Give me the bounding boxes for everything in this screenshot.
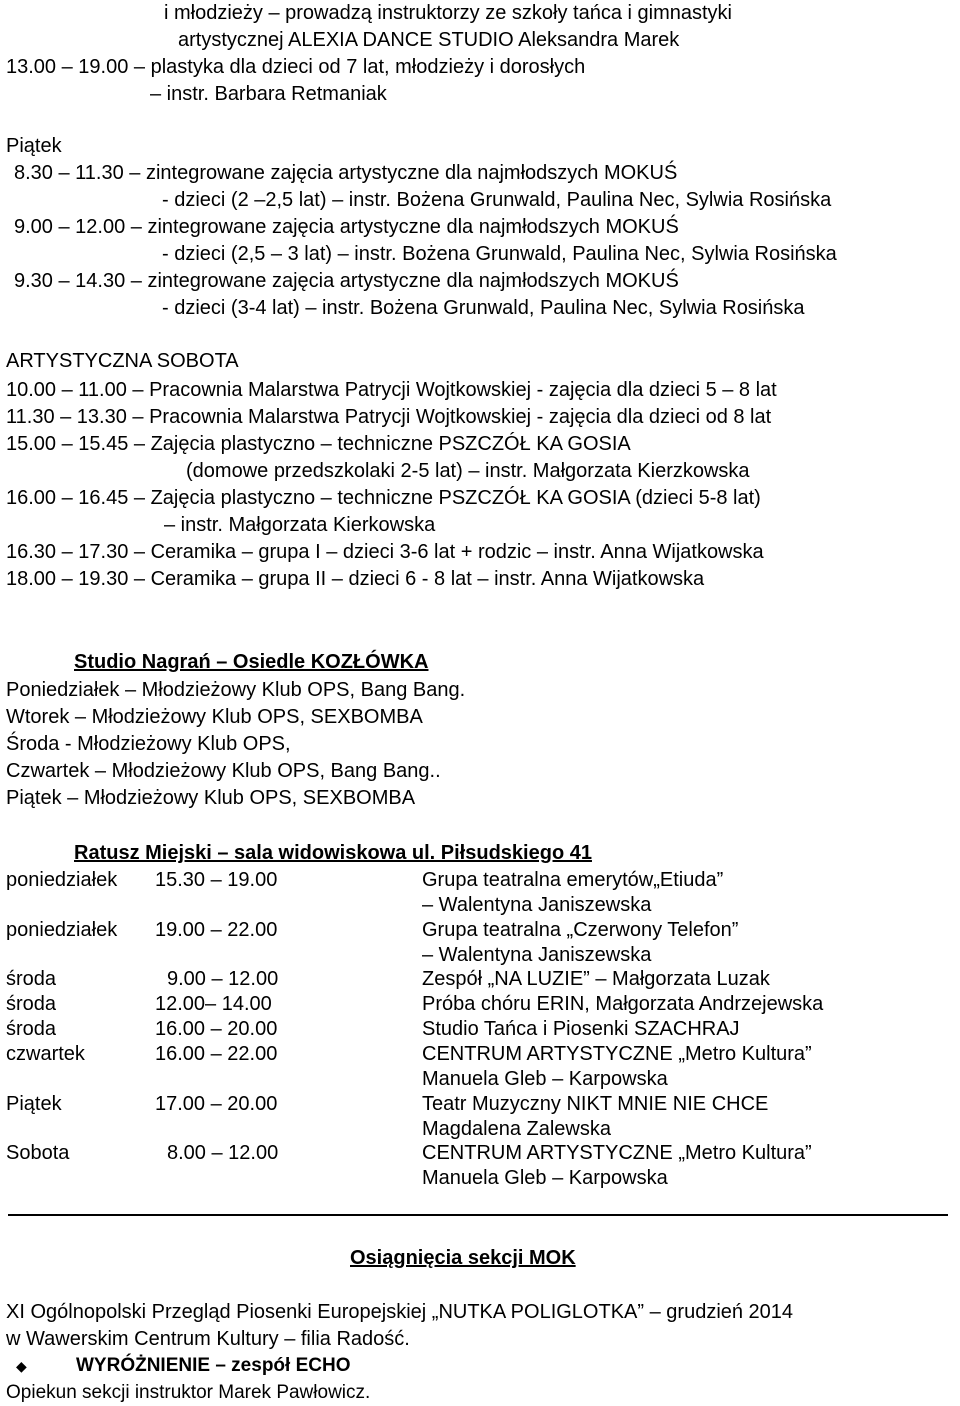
ratusz-day: poniedziałek bbox=[6, 919, 118, 941]
friday-heading: Piątek bbox=[6, 135, 62, 157]
top-line-1: i młodzieży – prowadzą instruktorzy ze szkoły tańca i gimnastyki bbox=[164, 2, 732, 24]
ratusz-heading: Ratusz Miejski – sala widowiskowa ul. Piłsudskiego 41 bbox=[74, 842, 592, 864]
top-line-3: 13.00 – 19.00 – plastyka dla dzieci od 7 lat, młodzieży i dorosłych bbox=[6, 56, 586, 78]
studio-line-3: Środa - Młodzieżowy Klub OPS, bbox=[6, 733, 291, 755]
achievements-line-1: XI Ogólnopolski Przegląd Piosenki Europejskiej „NUTKA POLIGLOTKA” – grudzień 2014 bbox=[6, 1301, 794, 1323]
friday-entry-3a: 9.30 – 14.30 – zintegrowane zajęcia artystyczne dla najmłodszych MOKUŚ bbox=[14, 270, 679, 292]
ratusz-activity: Teatr Muzyczny NIKT MNIE NIE CHCE bbox=[422, 1093, 769, 1115]
saturday-line-7: 16.30 – 17.30 – Ceramika – grupa I – dzieci 3-6 lat + rodzic – instr. Anna Wijatkowska bbox=[6, 541, 764, 563]
achievements-award: WYRÓŻNIENIE – zespół ECHO bbox=[76, 1355, 351, 1376]
friday-entry-1b: - dzieci (2 –2,5 lat) – instr. Bożena Grunwald, Paulina Nec, Sylwia Rosińska bbox=[162, 189, 832, 211]
friday-entry-2b: - dzieci (2,5 – 3 lat) – instr. Bożena Grunwald, Paulina Nec, Sylwia Rosińska bbox=[162, 243, 837, 265]
ratusz-time: 8.00 – 12.00 bbox=[167, 1142, 279, 1164]
top-line-2: artystycznej ALEXIA DANCE STUDIO Aleksandra Marek bbox=[178, 29, 680, 51]
ratusz-activity: Próba chóru ERIN, Małgorzata Andrzejewska bbox=[422, 993, 824, 1015]
ratusz-time: 12.00– 14.00 bbox=[155, 993, 272, 1015]
saturday-line-8: 18.00 – 19.30 – Ceramika – grupa II – dzieci 6 - 8 lat – instr. Anna Wijatkowska bbox=[6, 568, 705, 590]
ratusz-time: 16.00 – 20.00 bbox=[155, 1018, 278, 1040]
ratusz-time: 15.30 – 19.00 bbox=[155, 869, 278, 891]
ratusz-time: 9.00 – 12.00 bbox=[167, 968, 279, 990]
ratusz-activity: CENTRUM ARTYSTYCZNE „Metro Kultura” bbox=[422, 1043, 812, 1065]
ratusz-time: 17.00 – 20.00 bbox=[155, 1093, 278, 1115]
achievements-line-3: Opiekun sekcji instruktor Marek Pawłowicz. bbox=[6, 1382, 371, 1403]
ratusz-time: 19.00 – 22.00 bbox=[155, 919, 278, 941]
ratusz-activity-instructor: – Walentyna Janiszewska bbox=[422, 894, 652, 916]
ratusz-activity: Grupa teatralna „Czerwony Telefon” bbox=[422, 919, 739, 941]
saturday-line-2: 11.30 – 13.30 – Pracownia Malarstwa Patrycji Wojtkowskiej - zajęcia dla dzieci od 8 lat bbox=[6, 406, 772, 428]
ratusz-activity: CENTRUM ARTYSTYCZNE „Metro Kultura” bbox=[422, 1142, 812, 1164]
studio-line-2: Wtorek – Młodzieżowy Klub OPS, SEXBOMBA bbox=[6, 706, 423, 728]
friday-entry-2a: 9.00 – 12.00 – zintegrowane zajęcia artystyczne dla najmłodszych MOKUŚ bbox=[14, 216, 679, 238]
ratusz-day: środa bbox=[6, 993, 57, 1015]
ratusz-activity: Studio Tańca i Piosenki SZACHRAJ bbox=[422, 1018, 740, 1040]
saturday-line-6: – instr. Małgorzata Kierkowska bbox=[164, 514, 436, 536]
ratusz-day: Sobota bbox=[6, 1142, 70, 1164]
ratusz-activity: Zespół „NA LUZIE” – Małgorzata Luzak bbox=[422, 968, 770, 990]
ratusz-activity-instructor: Magdalena Zalewska bbox=[422, 1118, 611, 1140]
studio-line-5: Piątek – Młodzieżowy Klub OPS, SEXBOMBA bbox=[6, 787, 416, 809]
saturday-line-5: 16.00 – 16.45 – Zajęcia plastyczno – techniczne PSZCZÓŁ KA GOSIA (dzieci 5-8 lat) bbox=[6, 487, 761, 509]
ratusz-day: poniedziałek bbox=[6, 869, 118, 891]
saturday-line-1: 10.00 – 11.00 – Pracownia Malarstwa Patrycji Wojtkowskiej - zajęcia dla dzieci 5 – 8 lat bbox=[6, 379, 777, 401]
friday-entry-1a: 8.30 – 11.30 – zintegrowane zajęcia artystyczne dla najmłodszych MOKUŚ bbox=[14, 162, 678, 184]
ratusz-day: środa bbox=[6, 968, 57, 990]
ratusz-activity-instructor: Manuela Gleb – Karpowska bbox=[422, 1167, 668, 1189]
achievements-heading: Osiągnięcia sekcji MOK bbox=[350, 1247, 576, 1269]
ratusz-day: czwartek bbox=[6, 1043, 85, 1065]
ratusz-activity: Grupa teatralna emerytów„Etiuda” bbox=[422, 869, 724, 891]
ratusz-day: środa bbox=[6, 1018, 57, 1040]
diamond-bullet-icon: ◆ bbox=[16, 1358, 27, 1374]
section-divider bbox=[8, 1214, 948, 1216]
studio-line-4: Czwartek – Młodzieżowy Klub OPS, Bang Bang.. bbox=[6, 760, 441, 782]
saturday-line-4: (domowe przedszkolaki 2-5 lat) – instr. Małgorzata Kierzkowska bbox=[186, 460, 750, 482]
studio-heading: Studio Nagrań – Osiedle KOZŁÓWKA bbox=[74, 651, 429, 673]
ratusz-activity-instructor: – Walentyna Janiszewska bbox=[422, 944, 652, 966]
ratusz-activity-instructor: Manuela Gleb – Karpowska bbox=[422, 1068, 668, 1090]
studio-line-1: Poniedziałek – Młodzieżowy Klub OPS, Bang Bang. bbox=[6, 679, 466, 701]
saturday-heading: ARTYSTYCZNA SOBOTA bbox=[6, 350, 239, 372]
achievements-line-2: w Wawerskim Centrum Kultury – filia Radość. bbox=[6, 1328, 410, 1350]
ratusz-day: Piątek bbox=[6, 1093, 62, 1115]
friday-entry-3b: - dzieci (3-4 lat) – instr. Bożena Grunwald, Paulina Nec, Sylwia Rosińska bbox=[162, 297, 805, 319]
top-line-4: – instr. Barbara Retmaniak bbox=[150, 83, 387, 105]
saturday-line-3: 15.00 – 15.45 – Zajęcia plastyczno – techniczne PSZCZÓŁ KA GOSIA bbox=[6, 433, 631, 455]
ratusz-time: 16.00 – 22.00 bbox=[155, 1043, 278, 1065]
